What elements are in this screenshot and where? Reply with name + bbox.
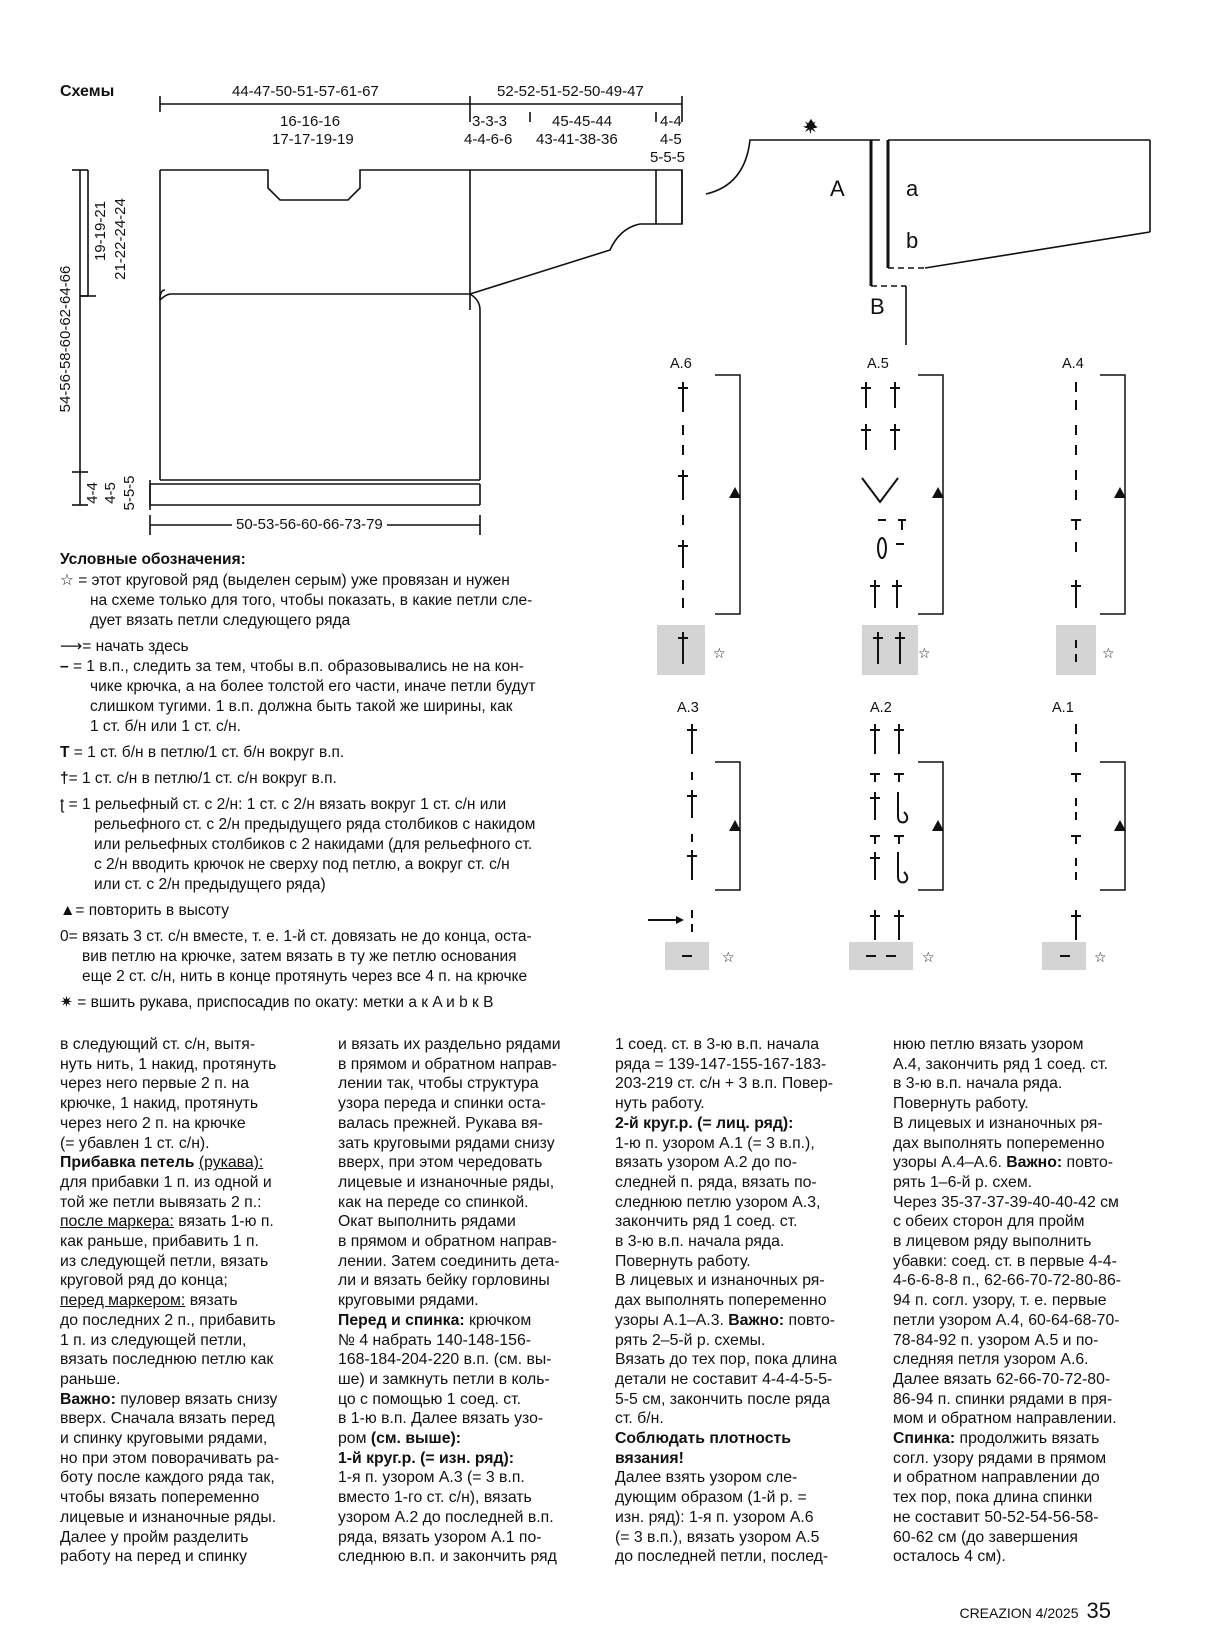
svg-text:☆: ☆ — [918, 646, 931, 662]
cluster-icon: 0 — [60, 928, 69, 945]
chart-label-a4: A.4 — [1062, 356, 1084, 372]
legend-relief: ʈ = 1 рельефный ст. с 2/н: 1 ст. с 2/н вязать вокруг 1 ст. с/н или рельефного ст. с 2/н предыдущего ряда столбиков с накидом или рельефных столбиков с 2 накидами (для рельефного ст. с 2/н вводить крючок не сверху под петлю, а вокруг ст. с/н или ст. с 2/н предыдущего ряда) — [60, 796, 536, 893]
density-heading-1: Соблюдать плотность — [615, 1430, 791, 1448]
round-1-heading: 1-й круг.р. (= изн. ряд): — [338, 1449, 515, 1467]
legend — [60, 550, 620, 1013]
svg-text:☆: ☆ — [922, 950, 935, 966]
page-number: 35 — [1086, 1598, 1111, 1623]
svg-text:☆: ☆ — [722, 950, 735, 966]
relief-stitch-icon: ʈ — [60, 796, 69, 813]
cuff-dim-2: 4-5 — [660, 131, 682, 148]
sleeve-dim-1b: 4-4-6-6 — [464, 131, 513, 148]
height-total-dim: 54-56-58-60-62-64-66 — [57, 265, 74, 413]
svg-text:☆: ☆ — [1102, 646, 1115, 662]
cuff-dim-1: 4-4 — [660, 113, 682, 130]
chart-label-a1: A.1 — [1052, 700, 1074, 716]
armhole-dim-2: 21-22-24-24 — [112, 198, 129, 280]
asterisk-icon: ✷ — [60, 994, 78, 1011]
assembly-label-a: a — [906, 176, 919, 201]
text-column-2: и вязать их раздельно рядами в прямом и обратном направ- лении так, чтобы структура узора переда и спинки оста- валась прежней. Рукава вя- зать круговыми рядами снизу вверх, при этом чередовать лицевые и изнаночные ряды, как на переде со спинкой. Окат выполнить рядами в прямом и обратном направ- лении. Затем соединить дета- ли и вязать бейку горловины круговыми рядами. Перед и спинка: крючком № 4 набрать 140-148-156- 168-184-204-220 в.п. (см. вы- ше) и замкнуть петли в коль- цо с помощью 1 соед. ст. в 1-ю в.п. Далее вязать узо- ром (см. выше): 1-й круг.р. (= изн. ряд): 1-я п. узором А.3 (= 3 в.п. вместо 1-го ст. с/н), вязать узором А.2 до последней в.п. ряда, вязать узором А.1 по- следнюю в.п. и закончить ряд — [338, 1035, 588, 1567]
legend-repeat: ▲= повторить в высоту — [60, 902, 230, 919]
sleeve-dim-2b: 43-41-38-36 — [536, 131, 618, 148]
armhole-dim-1: 19-19-21 — [92, 200, 109, 262]
legend-arrow: ⟶= начать здесь — [60, 638, 189, 655]
legend-sew: ✷ = вшить рукава, приспосадив по окату: метки a к A и b к B — [60, 994, 494, 1011]
chart-label-a2: A.2 — [870, 700, 892, 716]
sleeve-dim-2a: 45-45-44 — [552, 113, 613, 130]
rib-dim-2: 4-5 — [102, 482, 119, 504]
assembly-label-b: b — [906, 228, 919, 253]
assembly-label-A: A — [830, 176, 845, 201]
magazine-name: CREAZION 4/2025 — [959, 1605, 1079, 1621]
top-right-dim: 52-52-51-52-50-49-47 — [497, 83, 644, 100]
chain-icon: – — [60, 658, 69, 675]
rib-dim-3: 5-5-5 — [121, 475, 138, 511]
legend-star: ☆ = этот круговой ряд (выделен серым) уже провязан и нужен на схеме только для того, чтобы показать, в какие петли сле- дует вязать петли следующего ряда — [60, 572, 533, 629]
round-2-heading: 2-й круг.р. (= лиц. ряд): — [615, 1114, 794, 1132]
sleeve-dim-1a: 3-3-3 — [472, 113, 508, 130]
chart-label-a5: A.5 — [867, 356, 889, 372]
front-back-heading: Перед и спинка: крючком — [338, 1311, 532, 1329]
neck-dim-1: 16-16-16 — [280, 113, 341, 130]
arrow-right-icon: ⟶ — [60, 638, 83, 655]
svg-text:☆: ☆ — [713, 646, 726, 662]
svg-text:✷: ✷ — [802, 115, 819, 139]
text-column-4: нюю петлю вязать узором А.4, закончить ряд 1 соед. ст. в 3-ю в.п. начала ряда. Повернуть работу. В лицевых и изнаночных ря- дах выполнять попеременно узоры А.4–А.6. Важно: повто- рять 1–6-й р. схем. Через 35-37-37-39-40-40-42 см с обеих сторон для пройм в лицевом ряду выполнить убавки: соед. ст. в первые 4-4- 4-6-6-8-8 п., 62-66-70-72-80-86- 94 п. согл. узору, т. е. первые петли узором А.4, 60-64-68-70- 78-84-92 п. узором А.5 и по- следняя петля узором А.6. Далее вязать 62-66-70-72-80- 86-94 п. спинки рядами в пря- мом и обратном направлении. Спинка: продолжить вязать согл. узору рядами в прямом и обратном направлении до тех пор, пока длина спинки не составит 50-52-54-56-58- 60-62 см (до завершения осталось 4 см). — [893, 1035, 1143, 1567]
legend-dc: †= 1 ст. с/н в петлю/1 ст. с/н вокруг в.п. — [60, 770, 337, 787]
svg-text:☆: ☆ — [1094, 950, 1107, 966]
rib-dim-1: 4-4 — [84, 482, 101, 504]
legend-sc: T = 1 ст. б/н в петлю/1 ст. б/н вокруг в.п. — [60, 744, 345, 761]
assembly-label-B: B — [870, 294, 885, 319]
increase-heading: Прибавка петель (рукава): — [60, 1154, 264, 1172]
text-column-1: в следующий ст. с/н, вытя- нуть нить, 1 накид, протянуть через него первые 2 п. на крючке, 1 накид, протянуть через него 2 п. на крючке (= убавлен 1 ст. с/н). Прибавка петель (рукава): для прибавки 1 п. из одной и той же петли вывязать 2 п.: после маркера: вязать 1-ю п. как раньше, прибавить 1 п. из следующей петли, вязать круговой ряд до конца; перед маркером: вязать до последних 2 п., прибавить 1 п. из следующей петли, вязать последнюю петлю как раньше. Важно: пуловер вязать снизу вверх. Сначала вязать перед и спинку круговыми рядами, но при этом поворачивать ра- боту после каждого ряда так, чтобы вязать попеременно лицевые и изнаночные ряды. Далее у пройм разделить работу на перед и спинку — [60, 1035, 310, 1567]
legend-chain: – = 1 в.п., следить за тем, чтобы в.п. образовывались не на кон- чике крючка, а на более толстой его части, иначе петли будут слишком тугими. 1 в.п. должна быть такой же ширины, как 1 ст. б/н или 1 ст. с/н. — [60, 658, 536, 735]
chart-label-a3: A.3 — [677, 700, 699, 716]
density-heading-2: вязания! — [615, 1449, 684, 1467]
star-icon: ☆ — [60, 572, 79, 589]
triangle-up-icon: ▲ — [60, 902, 76, 919]
legend-cluster: 0= вязать 3 ст. с/н вместе, т. е. 1-й ст. довязать не до конца, оста- вив петлю на крючке, затем вязать в ту же петлю основания еще 2 ст. с/н, нить в конце протянуть через все 4 п. на крючке — [60, 928, 532, 985]
back-heading: Спинка: продолжить вязать — [893, 1430, 1100, 1448]
neck-dim-2: 17-17-19-19 — [272, 131, 354, 148]
legend-title: Условные обозначения: — [60, 551, 246, 568]
chart-label-a6: A.6 — [670, 356, 692, 372]
top-left-dim: 44-47-50-51-57-61-67 — [232, 83, 379, 100]
cuff-dim-3: 5-5-5 — [650, 149, 686, 166]
bottom-width-dim: 50-53-56-60-66-73-79 — [232, 516, 387, 534]
text-column-3: 1 соед. ст. в 3-ю в.п. начала ряда = 139-147-155-167-183- 203-219 ст. с/н + 3 в.п. Повер- нуть работу. 2-й круг.р. (= лиц. ряд): 1-ю п. узором А.1 (= 3 в.п.), вязать узором А.2 до по- следней п. ряда, вязать по- следнюю петлю узором А.3, закончить ряд 1 соед. ст. в 3-ю в.п. начала ряда. Повернуть работу. В лицевых и изнаночных ря- дах выполнять попеременно узоры А.1–А.3. Важно: повто- рять 2–5-й р. схемы. Вязать до тех пор, пока длина детали не составит 4-4-4-5-5- 5-5 см, закончить после ряда ст. б/н. Соблюдать плотность вязания! Далее взять узором сле- дующим образом (1-й р. = изн. ряд): 1-я п. узором А.6 (= 3 в.п.), вязать узором А.5 до последней петли, послед- — [615, 1035, 865, 1567]
double-crochet-icon: † — [60, 770, 69, 787]
single-crochet-icon: T — [60, 744, 70, 761]
schemes-title: Схемы — [60, 83, 115, 100]
page-footer — [959, 1598, 1111, 1624]
